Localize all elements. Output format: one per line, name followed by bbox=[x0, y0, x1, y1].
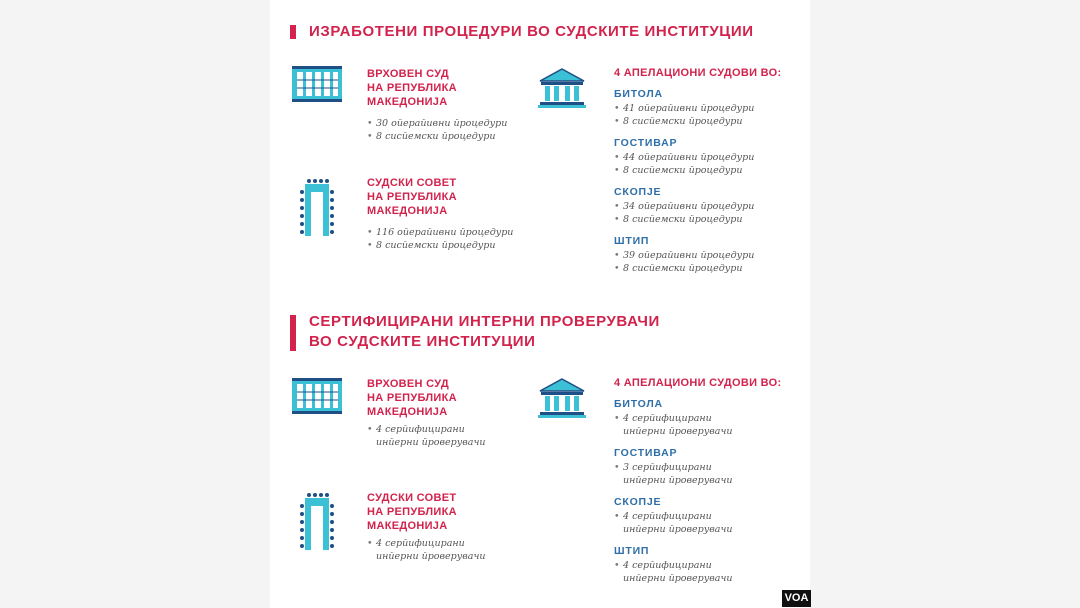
list-item: • 8 сисйемски йроцедури bbox=[614, 164, 804, 177]
institution-title: СУДСКИ СОВЕТ НА РЕПУБЛИКА МАКЕДОНИЈА bbox=[367, 492, 457, 532]
building-icon bbox=[292, 66, 342, 102]
city-name: БИТОЛА bbox=[614, 88, 663, 100]
list-item: • 44 ойерайивни йроцедури bbox=[614, 151, 804, 164]
list-item: • 8 сисйемски йроцедури bbox=[367, 130, 527, 143]
city-name: ГОСТИВАР bbox=[614, 137, 678, 149]
list-item: • 116 ойерайивни йроцедури bbox=[367, 226, 537, 239]
appeals-title: 4 АПЕЛАЦИОНИ СУДОВИ ВО: bbox=[614, 67, 782, 79]
list-item: • 8 сисйемски йроцедури bbox=[614, 262, 804, 275]
voa-watermark: VOA bbox=[782, 590, 811, 607]
list-item: • 4 серйифицирани инйерни йроверувачи bbox=[614, 559, 804, 585]
list-item: • 3 серйифицирани инйерни йроверувачи bbox=[614, 461, 804, 487]
list-item: • 39 ойерайивни йроцедури bbox=[614, 249, 804, 262]
list-item: • 34 ойерайивни йроцедури bbox=[614, 200, 804, 213]
appeals-courts-procedures bbox=[614, 66, 804, 275]
list-item: • 30 ойерайивни йроцедури bbox=[367, 117, 527, 130]
judicial-council-procedures bbox=[367, 176, 537, 252]
courthouse-icon bbox=[538, 378, 586, 418]
institution-title: СУДСКИ СОВЕТ НА РЕПУБЛИКА МАКЕДОНИЈА bbox=[367, 177, 457, 217]
council-table-icon bbox=[300, 492, 334, 552]
city-name: ГОСТИВАР bbox=[614, 447, 678, 459]
council-table-icon bbox=[300, 178, 334, 238]
list-item: • 4 серйифицирани инйерни йроверувачи bbox=[614, 510, 804, 536]
appeals-courts-auditors bbox=[614, 376, 804, 585]
list-item: • 8 сисйемски йроцедури bbox=[614, 115, 804, 128]
supreme-court-procedures bbox=[367, 67, 527, 143]
institution-title: ВРХОВЕН СУД НА РЕПУБЛИКА МАКЕДОНИЈА bbox=[367, 378, 457, 418]
city-name: ШТИП bbox=[614, 545, 650, 557]
city-name: БИТОЛА bbox=[614, 398, 663, 410]
appeals-title: 4 АПЕЛАЦИОНИ СУДОВИ ВО: bbox=[614, 377, 782, 389]
judicial-council-auditors bbox=[367, 491, 537, 563]
city-name: ШТИП bbox=[614, 235, 650, 247]
list-item: • 41 ойерайивни йроцедури bbox=[614, 102, 804, 115]
section-title-auditors: СЕРТИФИЦИРАНИ ИНТЕРНИ ПРОВЕРУВАЧИ ВО СУДСКИТЕ ИНСТИТУЦИИ bbox=[290, 312, 660, 352]
list-item: • 4 серйифицирани инйерни йроверувачи bbox=[367, 423, 527, 449]
supreme-court-auditors bbox=[367, 377, 527, 449]
list-item: • 4 серйифицирани инйерни йроверувачи bbox=[367, 537, 537, 563]
building-icon bbox=[292, 378, 342, 414]
city-name: СКОПЈЕ bbox=[614, 186, 662, 198]
infographic-page bbox=[270, 0, 810, 608]
section-title-procedures: ИЗРАБОТЕНИ ПРОЦЕДУРИ ВО СУДСКИТЕ ИНСТИТУЦИИ bbox=[290, 22, 754, 42]
city-name: СКОПЈЕ bbox=[614, 496, 662, 508]
courthouse-icon bbox=[538, 68, 586, 108]
list-item: • 8 сисйемски йроцедури bbox=[614, 213, 804, 226]
institution-title: ВРХОВЕН СУД НА РЕПУБЛИКА МАКЕДОНИЈА bbox=[367, 68, 457, 108]
list-item: • 8 сисйемски йроцедури bbox=[367, 239, 537, 252]
list-item: • 4 серйифицирани инйерни йроверувачи bbox=[614, 412, 804, 438]
